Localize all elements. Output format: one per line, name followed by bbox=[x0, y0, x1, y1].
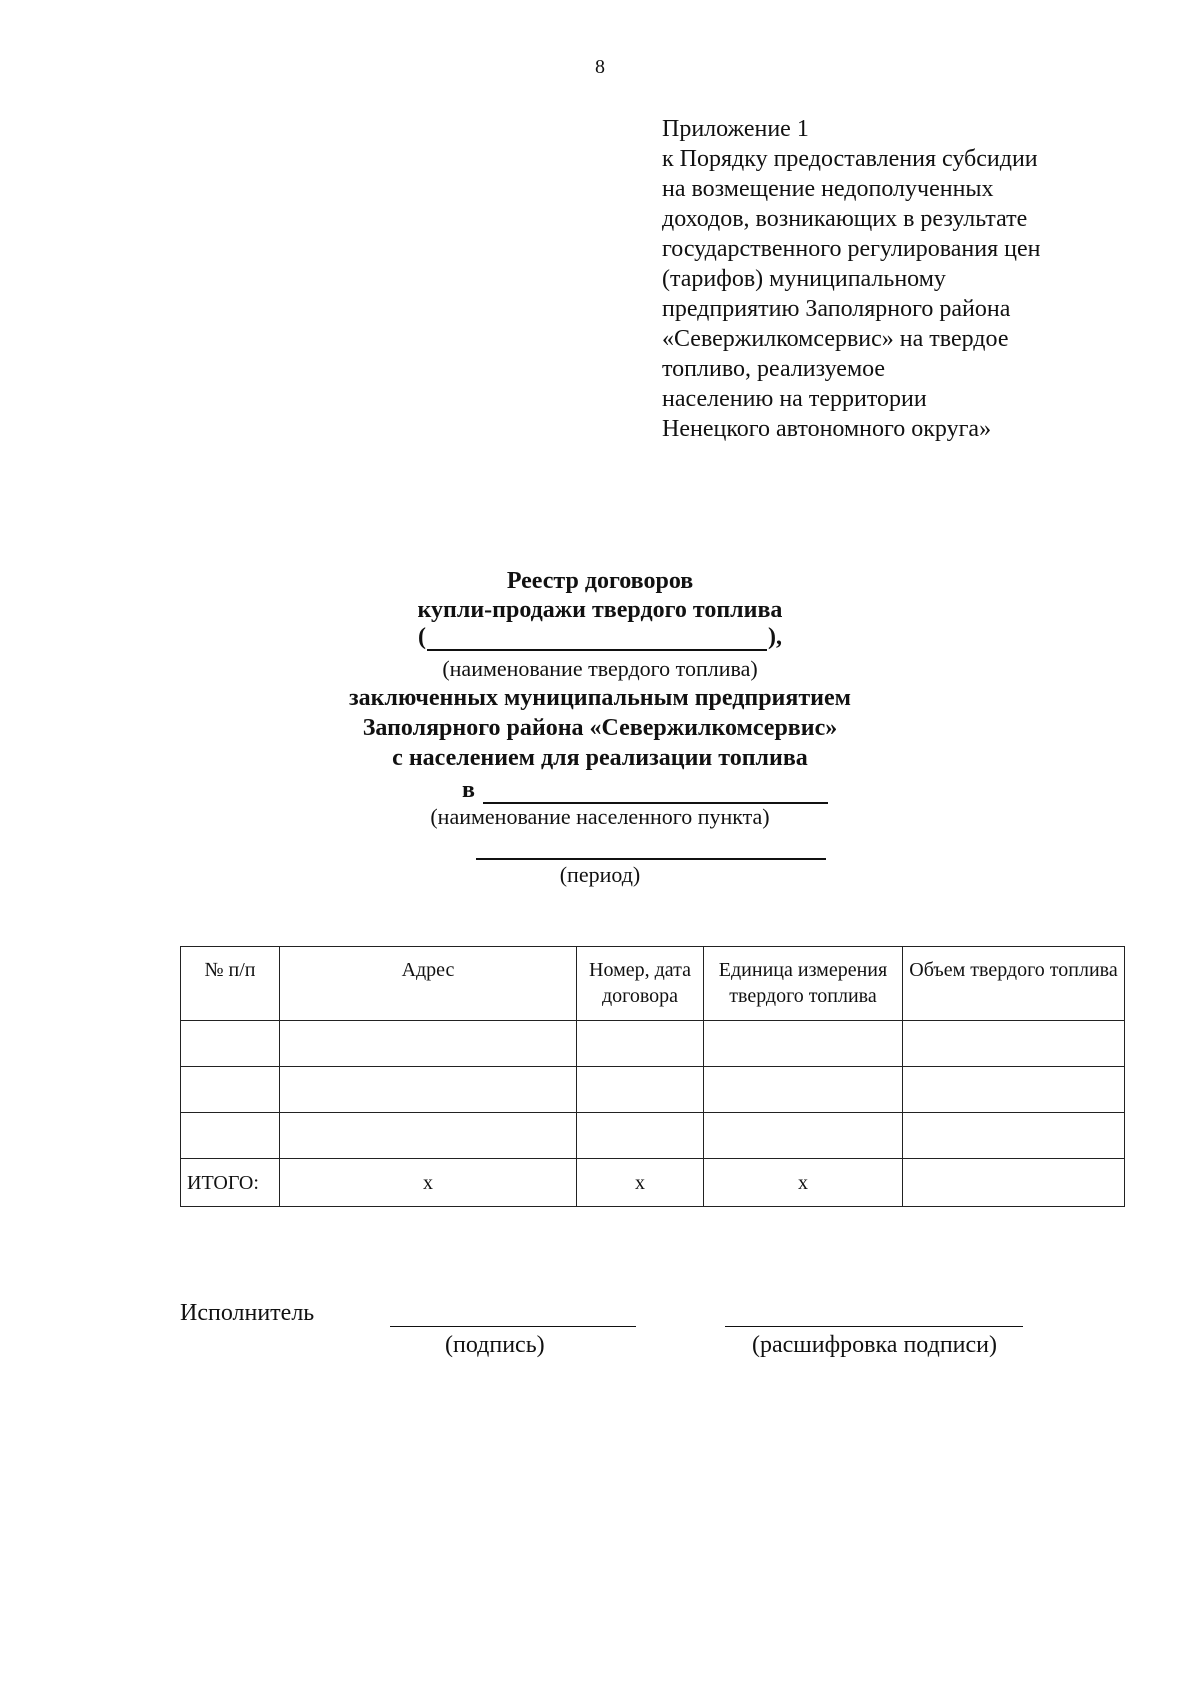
table-cell bbox=[903, 1113, 1125, 1159]
title-line-3: заключенных муниципальным предприятием bbox=[349, 685, 851, 711]
period-underline bbox=[476, 858, 826, 860]
appendix-line: (тарифов) муниципальному bbox=[662, 266, 946, 292]
appendix-line: предприятию Заполярного района bbox=[662, 296, 1011, 322]
table-cell bbox=[704, 1113, 903, 1159]
place-caption: (наименование населенного пункта) bbox=[430, 804, 770, 829]
open-paren: ( bbox=[418, 624, 426, 650]
header-contract: Номер, дата договора bbox=[577, 947, 704, 1021]
table-cell bbox=[280, 1113, 577, 1159]
table-cell bbox=[704, 1021, 903, 1067]
title-line-5: с населением для реализации топлива bbox=[392, 745, 808, 771]
table-cell bbox=[577, 1067, 704, 1113]
total-label: ИТОГО: bbox=[181, 1159, 280, 1207]
header-unit: Единица измерения твердого топлива bbox=[704, 947, 903, 1021]
table-row bbox=[181, 1113, 1125, 1159]
appendix-line: «Севержилкомсервис» на твердое bbox=[662, 326, 1009, 352]
table-cell bbox=[577, 1113, 704, 1159]
place-blank bbox=[462, 777, 828, 805]
appendix-line: населению на территории bbox=[662, 386, 927, 412]
total-unit: x bbox=[704, 1159, 903, 1207]
close-paren: ), bbox=[768, 624, 782, 650]
total-address: x bbox=[280, 1159, 577, 1207]
header-num: № п/п bbox=[181, 947, 280, 1021]
total-row bbox=[181, 1159, 1125, 1207]
document-title: Реестр договоров bbox=[506, 568, 694, 594]
executor-label: Исполнитель bbox=[180, 1300, 315, 1326]
table-cell bbox=[181, 1021, 280, 1067]
appendix-line: на возмещение недополученных bbox=[662, 176, 994, 202]
table-cell bbox=[577, 1021, 704, 1067]
appendix-line: топливо, реализуемое bbox=[662, 356, 886, 382]
document-subtitle: купли-продажи твердого топлива bbox=[417, 597, 783, 623]
fuel-name-caption: (наименование твердого топлива) bbox=[442, 656, 758, 681]
table-cell bbox=[903, 1021, 1125, 1067]
header-volume: Объем твердого топлива bbox=[903, 947, 1125, 1021]
title-line-4: Заполярного района «Севержилкомсервис» bbox=[362, 715, 838, 741]
place-underline bbox=[483, 778, 828, 804]
table-row bbox=[181, 1021, 1125, 1067]
table-cell bbox=[903, 1067, 1125, 1113]
appendix-line: к Порядку предоставления субсидии bbox=[662, 146, 1038, 172]
page-number: 8 bbox=[595, 56, 605, 78]
table-cell bbox=[280, 1067, 577, 1113]
table-cell bbox=[181, 1067, 280, 1113]
table-row bbox=[181, 1067, 1125, 1113]
table-cell bbox=[181, 1113, 280, 1159]
appendix-header bbox=[662, 114, 1162, 444]
signature-line bbox=[390, 1326, 636, 1327]
fuel-name-blank bbox=[0, 624, 1200, 654]
signature-decode-caption: (расшифровка подписи) bbox=[752, 1332, 997, 1358]
header-address: Адрес bbox=[280, 947, 577, 1021]
registry-table bbox=[180, 946, 1125, 1207]
appendix-line: Приложение 1 bbox=[662, 116, 809, 142]
appendix-line: Ненецкого автономного округа» bbox=[662, 416, 992, 442]
total-volume bbox=[903, 1159, 1125, 1207]
signature-caption: (подпись) bbox=[445, 1332, 545, 1358]
total-contract: x bbox=[577, 1159, 704, 1207]
place-prefix: в bbox=[462, 777, 475, 803]
table-cell bbox=[280, 1021, 577, 1067]
fuel-name-underline bbox=[427, 625, 767, 651]
signature-decode-line bbox=[725, 1326, 1023, 1327]
appendix-line: доходов, возникающих в результате bbox=[662, 206, 1028, 232]
period-caption: (период) bbox=[559, 862, 641, 887]
table-header-row bbox=[181, 947, 1125, 1021]
table-cell bbox=[704, 1067, 903, 1113]
appendix-line: государственного регулирования цен bbox=[662, 236, 1041, 262]
